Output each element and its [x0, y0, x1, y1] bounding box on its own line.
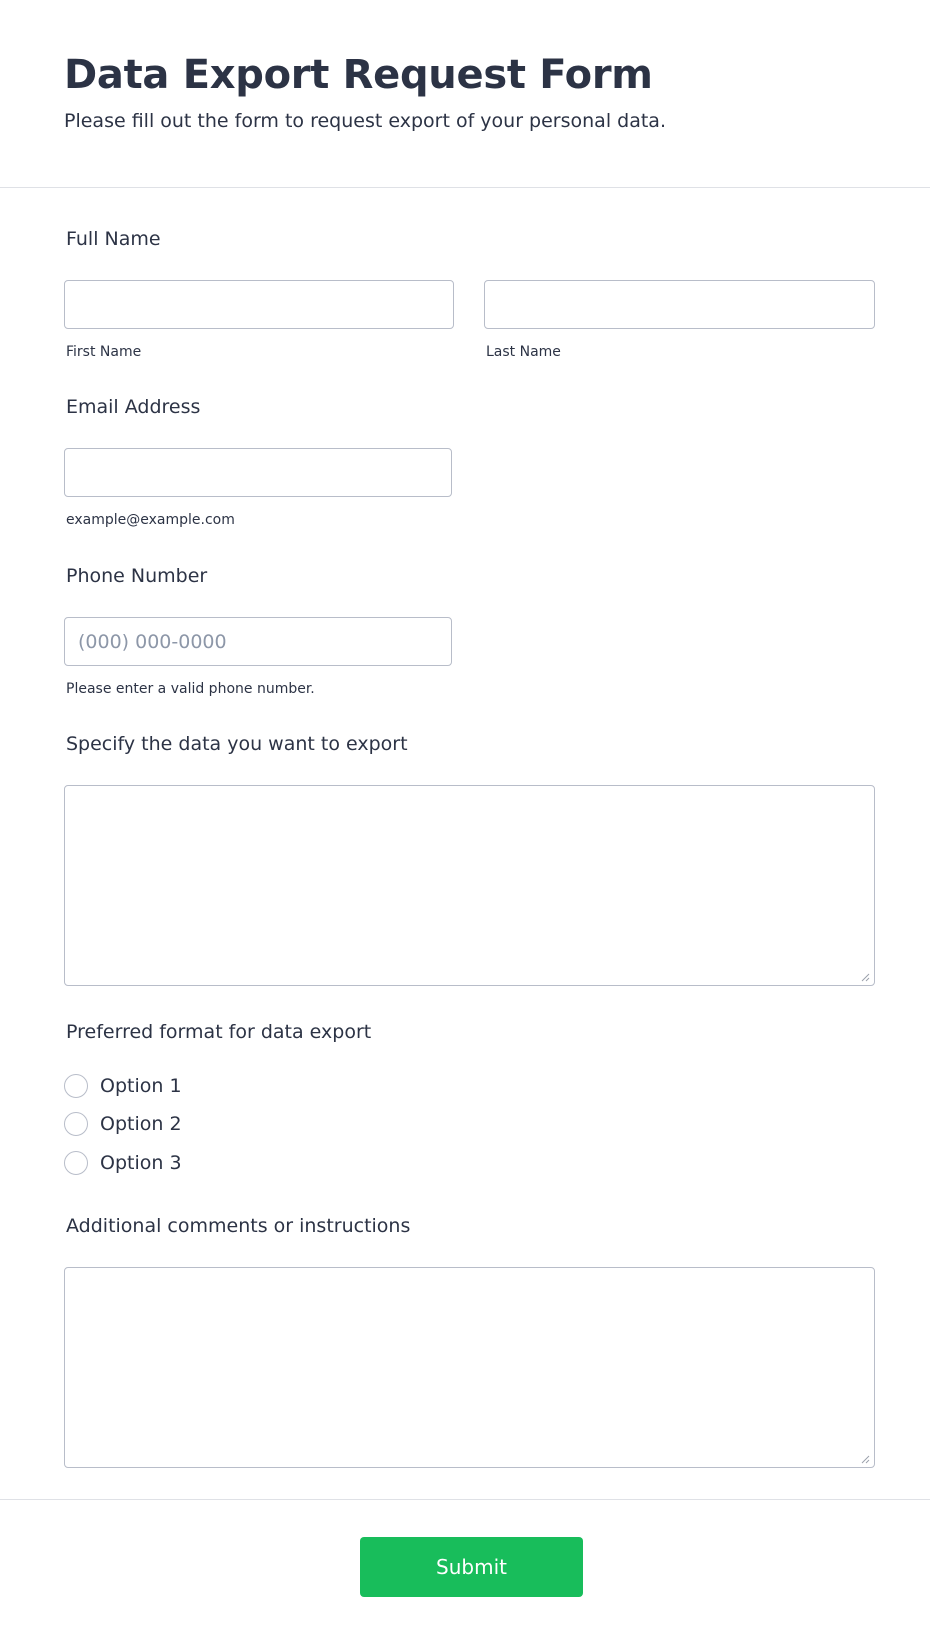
email-sublabel: example@example.com — [66, 512, 235, 528]
data-spec-textarea[interactable] — [64, 785, 875, 986]
phone-label: Phone Number — [66, 565, 208, 587]
page-subtitle: Please fill out the form to request export of your personal data. — [64, 110, 666, 132]
last-name-input[interactable] — [484, 280, 875, 329]
email-label: Email Address — [66, 396, 201, 418]
page-title: Data Export Request Form — [64, 52, 653, 98]
last-name-sublabel: Last Name — [486, 344, 561, 360]
submit-button[interactable]: Submit — [360, 1537, 583, 1597]
resize-grip-icon[interactable] — [860, 972, 870, 982]
resize-grip-icon[interactable] — [860, 1454, 870, 1464]
radio-option-label: Option 3 — [100, 1152, 182, 1174]
format-option[interactable] — [64, 1073, 182, 1099]
radio-button[interactable] — [64, 1074, 88, 1098]
format-option[interactable] — [64, 1111, 182, 1137]
form-header — [0, 0, 930, 188]
phone-input[interactable] — [64, 617, 452, 666]
radio-option-label: Option 2 — [100, 1113, 182, 1135]
radio-button[interactable] — [64, 1112, 88, 1136]
first-name-sublabel: First Name — [66, 344, 142, 360]
format-label: Preferred format for data export — [66, 1021, 372, 1043]
comments-label: Additional comments or instructions — [66, 1215, 411, 1237]
email-input[interactable] — [64, 448, 452, 497]
comments-textarea[interactable] — [64, 1267, 875, 1468]
phone-sublabel: Please enter a valid phone number. — [66, 681, 315, 697]
radio-button[interactable] — [64, 1151, 88, 1175]
radio-option-label: Option 1 — [100, 1075, 182, 1097]
footer-divider — [0, 1499, 930, 1500]
data-spec-label: Specify the data you want to export — [66, 733, 408, 755]
first-name-input[interactable] — [64, 280, 454, 329]
full-name-label: Full Name — [66, 228, 161, 250]
format-option[interactable] — [64, 1150, 182, 1176]
